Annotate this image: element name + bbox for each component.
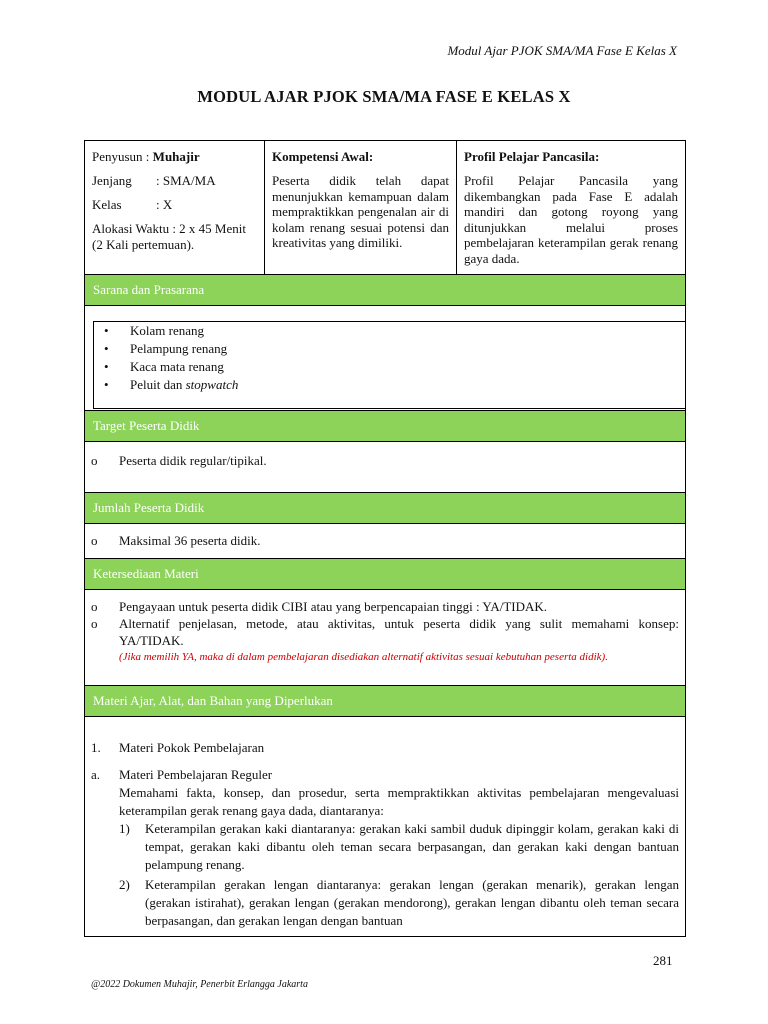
- section-header-materi: Materi Ajar, Alat, dan Bahan yang Diperlukan: [85, 685, 685, 717]
- sub-text-2: Keterampilan gerakan lengan diantaranya: gerakan lengan (gerakan menarik), gerakan lengan (gerakan istirahat), gerakan lengan (gerakan mendorong), gerakan lengan dibantu oleh teman secara berpasangan, dan gerakan lengan dengan bantuan: [145, 877, 679, 928]
- profile-text: Profil Pelajar Pancasila yang dikembangkan pada Fase E adalah mandiri dan gotong royong yang ditunjukkan melalui proses pembelajaran keterampilan gerak renang gaya dada.: [464, 173, 678, 266]
- info-row: [85, 141, 685, 276]
- facilities-box: [93, 321, 686, 409]
- class-value: : X: [156, 197, 173, 212]
- list-number: 1.: [91, 740, 101, 755]
- competence-title: Kompetensi Awal:: [272, 149, 374, 164]
- page-title: MODUL AJAR PJOK SMA/MA FASE E KELAS X: [197, 87, 571, 106]
- sub-number: 1): [119, 821, 130, 836]
- section-header-jumlah: Jumlah Peserta Didik: [85, 492, 685, 524]
- class-label: Kelas: [92, 197, 122, 212]
- pancasila-profile-column: [457, 141, 685, 276]
- author-line: [92, 149, 257, 165]
- material-text-a: Materi Pembelajaran Reguler: [119, 767, 273, 782]
- section-header-ketersediaan: Ketersediaan Materi: [85, 558, 685, 590]
- initial-competence-column: [265, 141, 457, 276]
- profile-title: Profil Pelajar Pancasila:: [464, 149, 600, 164]
- target-item: [91, 452, 679, 469]
- availability-text-1: Pengayaan untuk peserta didik CIBI atau yang berpencapaian tinggi : YA/TIDAK.: [119, 599, 548, 614]
- availability-note: (Jika memilih YA, maka di dalam pembelajaran disediakan alternatif aktivitas sesuai kebutuhan peserta didik).: [119, 651, 608, 663]
- list-item: • Kaca mata renang: [94, 358, 685, 376]
- level-label: Jenjang: [92, 173, 132, 188]
- availability-item-2: [91, 615, 679, 649]
- page-number: 281: [653, 953, 673, 968]
- level-value: : SMA/MA: [156, 173, 216, 188]
- bullet-marker: o: [91, 453, 98, 468]
- list-item-text: Peluit dan: [130, 377, 186, 392]
- target-text: Peserta didik regular/tipikal.: [119, 453, 267, 468]
- material-item-1: [91, 739, 679, 757]
- footer-copyright: @2022 Dokumen Muhajir, Penerbit Erlangga Jakarta: [91, 979, 308, 990]
- student-count-text: Maksimal 36 peserta didik.: [119, 533, 261, 548]
- author-name: Muhajir: [152, 149, 200, 164]
- section-header-target: Target Peserta Didik: [85, 410, 685, 442]
- author-label: Penyusun :: [92, 149, 153, 164]
- sub-text-1: Keterampilan gerakan kaki diantaranya: gerakan kaki sambil duduk dipinggir kolam, gerakan kaki di tempat, gerakan kaki dibantu oleh teman secara berpasangan, dan gerakan kaki dengan bantuan pelampung renang.: [145, 821, 679, 872]
- list-item: [94, 376, 685, 394]
- class-line: [92, 197, 257, 213]
- sub-number: 2): [119, 877, 130, 892]
- list-item: • Kolam renang: [94, 322, 685, 340]
- level-line: [92, 173, 257, 189]
- material-text-1: Materi Pokok Pembelajaran: [119, 740, 265, 755]
- material-item-a: [91, 766, 679, 930]
- material-intro: Memahami fakta, konsep, dan prosedur, serta mempraktikkan aktivitas pembelajaran mengevaluasi keterampilan gerak renang gaya dada, diantaranya:: [119, 785, 679, 818]
- section-header-sarana: Sarana dan Prasarana: [85, 274, 685, 306]
- bullet-marker: o: [91, 616, 98, 631]
- sub-item-2: [119, 876, 679, 930]
- availability-text-2: Alternatif penjelasan, metode, atau aktivitas, untuk peserta didik yang sulit memahami konsep: YA/TIDAK.: [119, 616, 679, 648]
- competence-text: Peserta didik telah dapat menunjukkan kemampuan dalam mempraktikkan pengenalan air di kolam renang sesuai potensi dan kreativitas yang dimiliki.: [272, 173, 449, 250]
- list-item: • Pelampung renang: [94, 340, 685, 358]
- facilities-list: [94, 322, 685, 394]
- author-column: [85, 141, 265, 276]
- availability-item-1: [91, 598, 679, 615]
- bullet-marker: o: [91, 533, 98, 548]
- list-letter: a.: [91, 767, 101, 782]
- module-table: [84, 140, 686, 937]
- sub-item-1: [119, 820, 679, 874]
- time-allocation: Alokasi Waktu : 2 x 45 Menit (2 Kali pertemuan).: [92, 221, 246, 252]
- running-header: Modul Ajar PJOK SMA/MA Fase E Kelas X: [447, 43, 677, 58]
- list-item-italic-text: stopwatch: [185, 377, 239, 392]
- bullet-marker: o: [91, 599, 98, 614]
- student-count-item: [91, 532, 679, 549]
